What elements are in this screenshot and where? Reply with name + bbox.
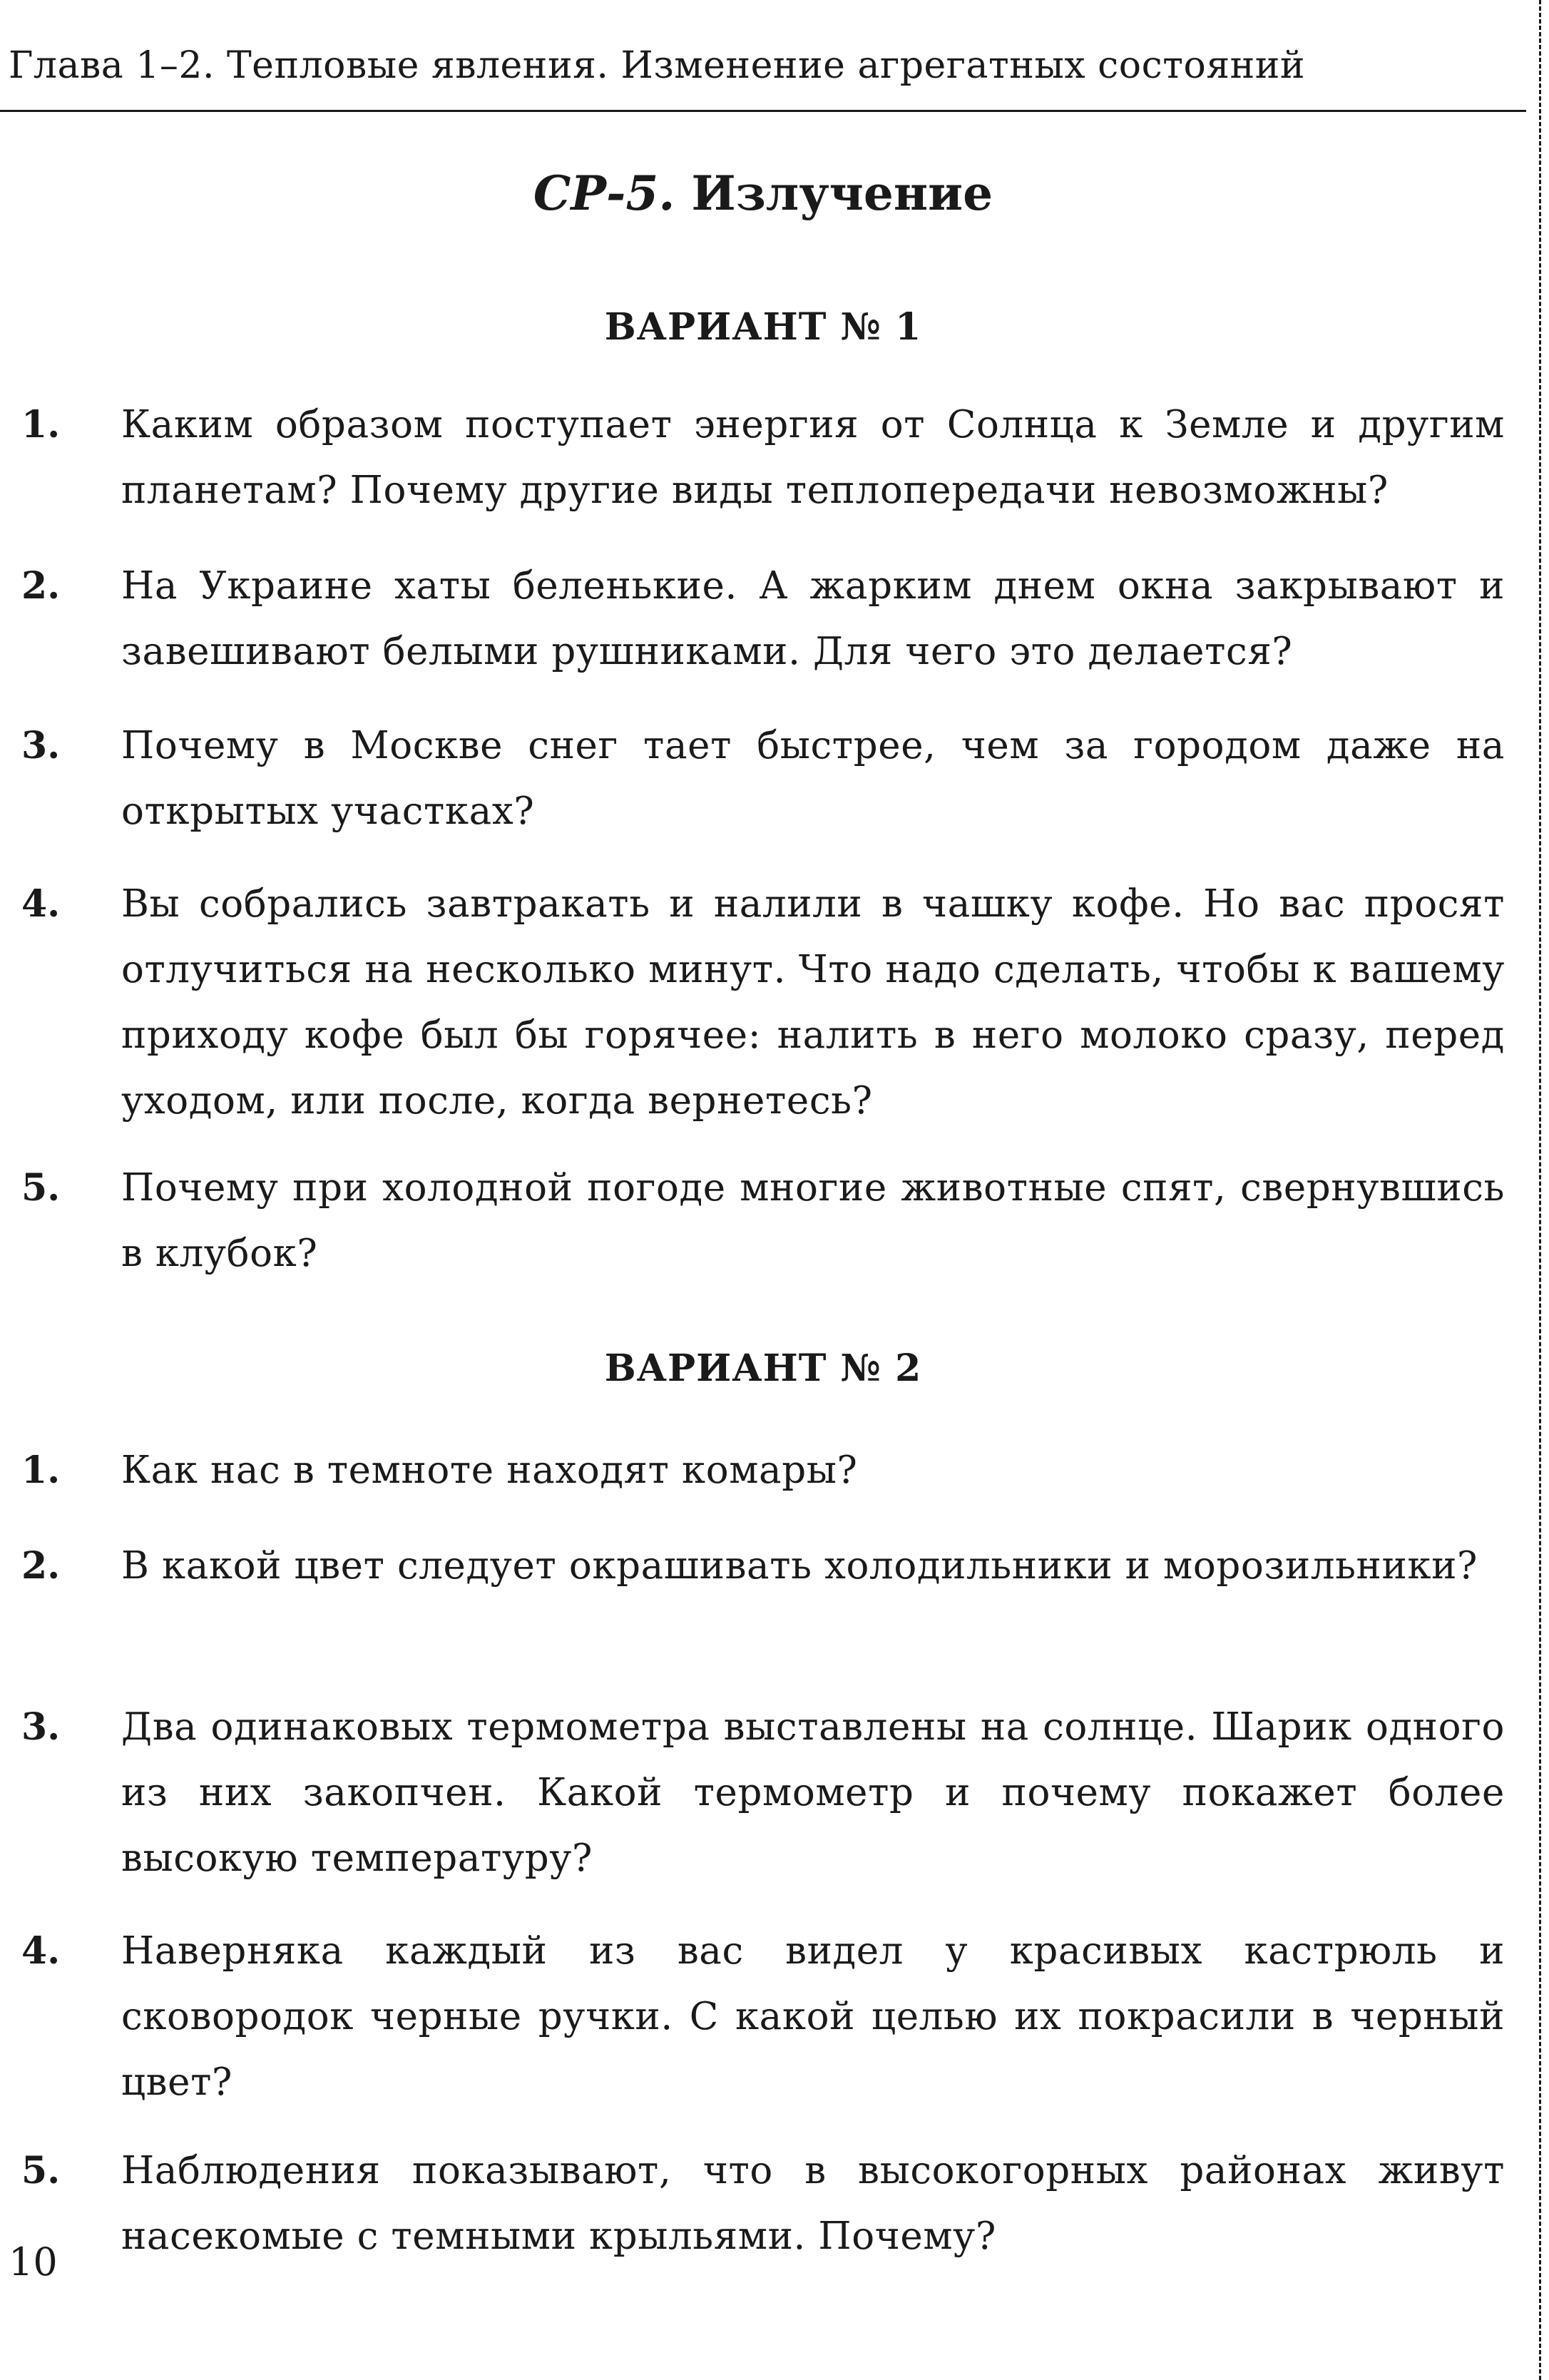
question-text: В какой цвет следует окрашивать холодильники и морозильники? — [121, 1544, 1478, 1588]
variant-1-heading: ВАРИАНТ № 1 — [604, 305, 922, 349]
section-title — [0, 165, 1526, 221]
cut-line — [1539, 0, 1541, 2380]
question-v2-4 — [0, 1919, 1505, 2115]
question-v2-2 — [0, 1533, 1505, 1599]
question-v1-4 — [0, 872, 1505, 1134]
question-number: 1. — [21, 403, 61, 446]
section-code: СР-5. — [533, 165, 675, 221]
question-text: Каким образом поступает энергия от Солнца к Земле и другим планетам? Почему другие виды теплопередачи невозможны? — [121, 403, 1505, 512]
question-number: 5. — [21, 1166, 61, 1210]
question-v1-1 — [0, 392, 1505, 524]
question-text: Наблюдения показывают, что в высокогорных районах живут насекомые с темными крыльями. Почему? — [121, 2149, 1505, 2258]
question-text: Почему в Москве снег тает быстрее, чем за городом даже на открытых участках? — [121, 724, 1505, 833]
question-text: Наверняка каждый из вас видел у красивых кастрюль и сковородок черные ручки. С какой целью их покрасили в черный цвет? — [121, 1929, 1505, 2104]
variant-2-heading: ВАРИАНТ № 2 — [604, 1347, 922, 1390]
section-title-text: Излучение — [691, 165, 993, 221]
question-v1-5 — [0, 1155, 1505, 1287]
question-text: Два одинаковых термометра выставлены на солнце. Шарик одного из них закопчен. Какой термометр и почему покажет более высокую температуру? — [121, 1705, 1505, 1880]
question-v2-3 — [0, 1695, 1505, 1891]
question-text: Как нас в темноте находят комары? — [121, 1449, 858, 1492]
question-number: 2. — [21, 564, 61, 608]
page-number: 10 — [9, 2239, 58, 2284]
question-v2-1 — [0, 1438, 1505, 1503]
question-number: 3. — [21, 724, 61, 767]
question-v1-3 — [0, 713, 1505, 844]
question-text: Вы собрались завтракать и налили в чашку кофе. Но вас просят отлучиться на несколько минут. Что надо сделать, чтобы к вашему приходу кофе был бы горячее: налить в него молоко сразу, перед уходом, или после, когда вернетесь? — [121, 882, 1505, 1123]
question-number: 4. — [21, 1929, 61, 1973]
running-header: Глава 1–2. Тепловые явления. Изменение агрегатных состояний — [9, 44, 1306, 87]
question-text: Почему при холодной погоде многие животные спят, свернувшись в клубок? — [121, 1166, 1505, 1275]
question-text: На Украине хаты беленькие. А жарким днем окна закрывают и завешивают белыми рушниками. Для чего это делается? — [121, 564, 1505, 673]
question-number: 2. — [21, 1544, 61, 1588]
question-number: 1. — [21, 1449, 61, 1492]
question-v1-2 — [0, 553, 1505, 685]
question-v2-5 — [0, 2138, 1505, 2269]
header-rule — [0, 110, 1526, 112]
question-number: 3. — [21, 1705, 61, 1749]
question-number: 4. — [21, 882, 61, 926]
question-number: 5. — [21, 2149, 61, 2192]
